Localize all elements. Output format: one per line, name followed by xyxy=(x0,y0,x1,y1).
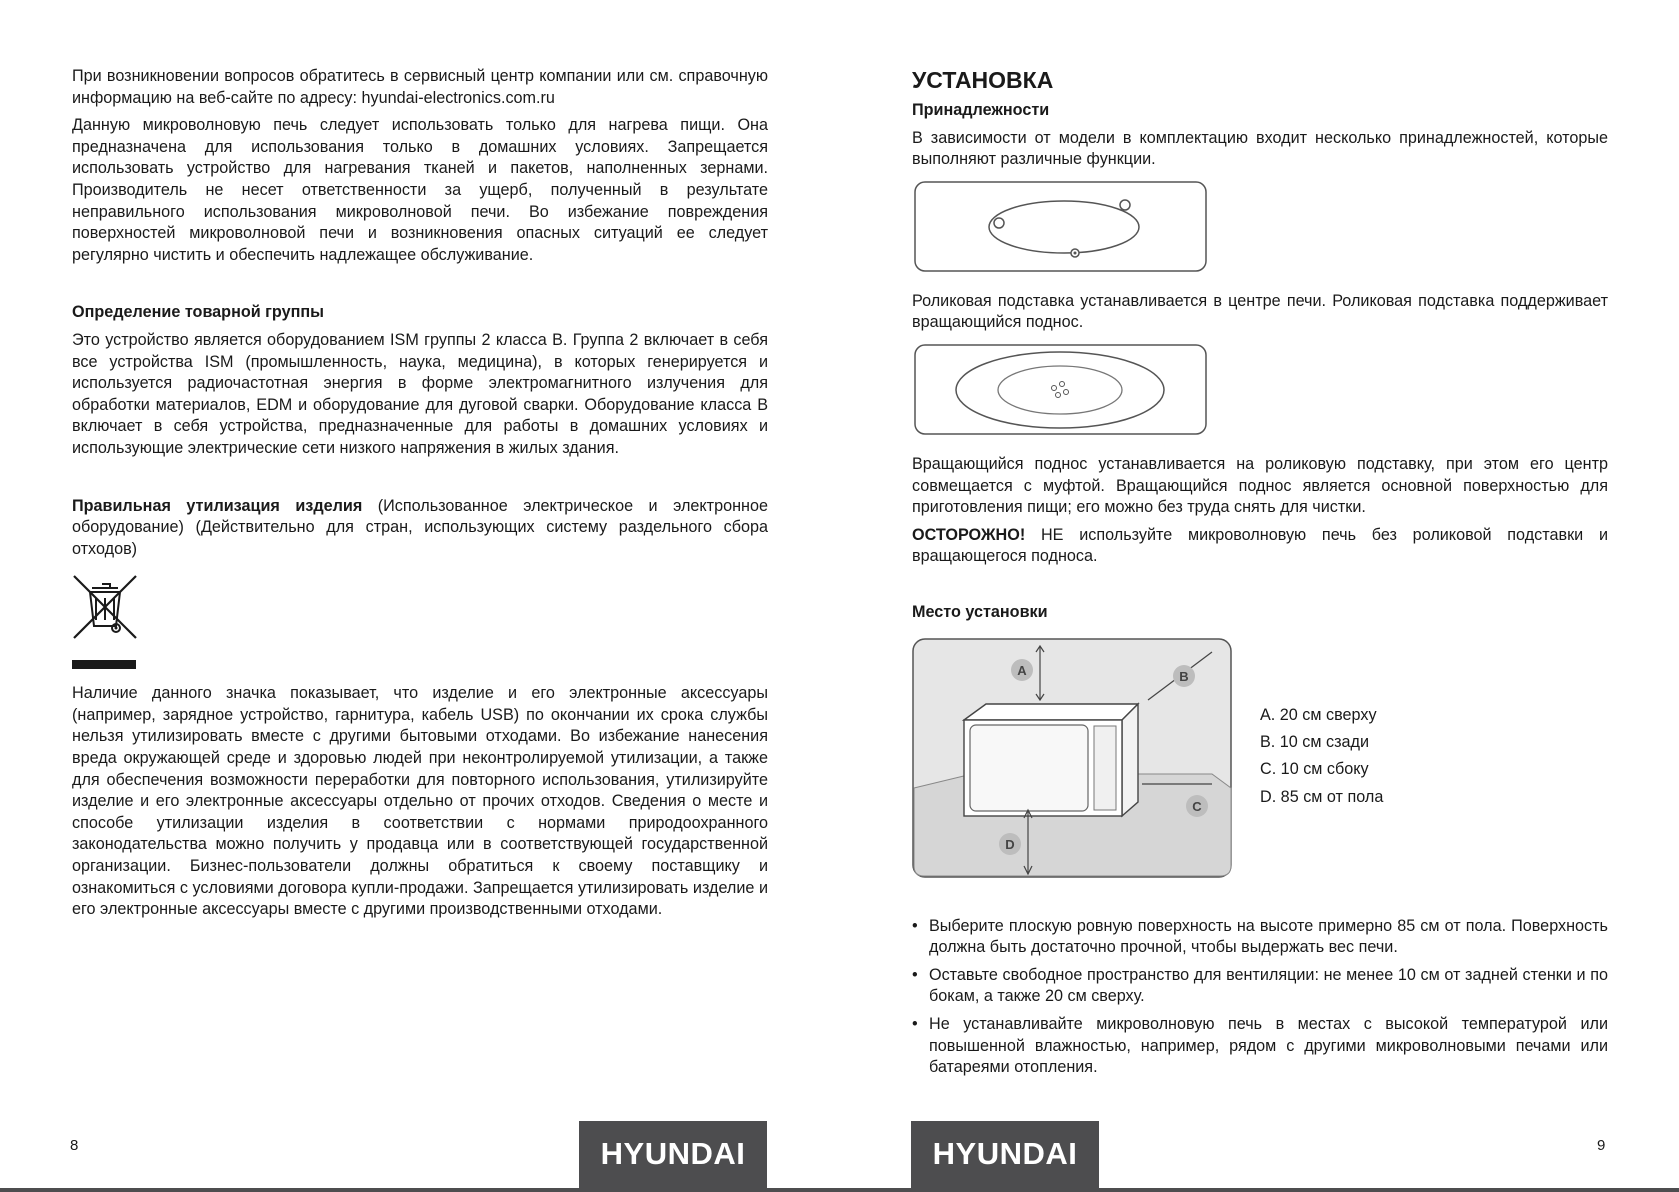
page-number-right: 9 xyxy=(1597,1137,1606,1154)
disposal-body: Наличие данного значка показывает, что изделие и его электронные аксессуары (например, зарядное устройство, гарнитура, кабель USB) по окончании их срока службы нельзя утилизировать вместе с другими бытовыми отходами. Во избежание нанесения вреда окружающей среде и здоровью людей при неконтролируемой утилизации, а также для обеспечения возможности переработки для повторного использования, утилизируйте изделие и его электронные аксессуары отдельно от прочих отходов. Сведения о месте и способе утилизации изделия в соответствии с нормами природоохранного законодательства можно получить у продавца или в соответствующей государственной организации. Бизнес-пользователи должны обратиться к своему поставщику и ознакомиться с условиями договора купли-продажи. Запрещается утилизировать изделие и его электронные аксессуары вместе с другими производственными отходами. xyxy=(72,684,768,919)
accessories-heading: Принадлежности xyxy=(912,101,1050,119)
crossed-out-wheelie-bin-icon xyxy=(72,574,138,654)
page-number-left: 8 xyxy=(70,1137,79,1154)
diagram-label-d: D xyxy=(1005,836,1015,852)
bottom-rule xyxy=(0,1188,1679,1192)
intro-paragraph-2: Данную микроволновую печь следует использовать только для нагрева пищи. Она предназначена для использования только в домашних условиях. Запрещается использовать устройство для нагревания тканей и пакетов, наполненных зернами. Производитель не несет ответственности за ущерб, полученный в результате неправильного использования микроволновой печи. Во избежание повреждения поверхностей микроволновой печи и возникновения опасных ситуаций ее следует регулярно чистить и обеспечить надлежащее обслуживание. xyxy=(72,116,768,264)
location-heading: Место установки xyxy=(912,602,1048,621)
diagram-label-b: B xyxy=(1179,668,1189,684)
right-column xyxy=(912,66,1608,1085)
disposal-heading: Правильная утилизация изделия xyxy=(72,496,363,515)
installation-section xyxy=(912,638,1608,880)
caution-text: НЕ используйте микроволновую печь без роликовой подставки и вращающегося подноса. xyxy=(912,525,1608,566)
weee-black-bar xyxy=(72,660,136,669)
roller-ring-text: Роликовая подставка устанавливается в центре печи. Роликовая подставка поддерживает вращающийся поднос. xyxy=(912,291,1608,332)
clearance-list xyxy=(1260,702,1383,812)
clearance-item: A. 20 см сверху xyxy=(1260,705,1377,724)
diagram-label-c: C xyxy=(1192,798,1202,814)
installation-bullets xyxy=(912,916,1608,1079)
product-group-text: Это устройство является оборудованием ISM группы 2 класса B. Группа 2 включает в себя все устройства ISM (промышленность, наука, медицина), в которых генерируется и используется радиочастотная энергия в форме электромагнитного излучения для обработки материалов, EDM и оборудование для дуговой сварки. Оборудование класса B включает в себя устройства, предназначенные для работы в домашних условиях и использующие электрические сети низкого напряжения в жилых здания. xyxy=(72,330,768,457)
clearance-item: C. 10 см сбоку xyxy=(1260,760,1369,779)
intro-paragraph-1: При возникновении вопросов обратитесь в сервисный центр компании или см. справочную информацию на веб-сайте по адресу: hyundai-electronics.com.ru xyxy=(72,67,768,107)
turntable-image xyxy=(914,344,1208,436)
hyundai-logo: HYUNDAI xyxy=(911,1121,1099,1192)
section-title: УСТАНОВКА xyxy=(912,67,1054,93)
disposal-paragraph xyxy=(72,496,768,561)
product-group-heading: Определение товарной группы xyxy=(72,303,324,322)
hyundai-logo: HYUNDAI xyxy=(579,1121,767,1192)
bullet-item: • Оставьте свободное пространство для вентиляции: не менее 10 см от задней стенки и по бокам, а также 20 см сверху. xyxy=(912,965,1608,1008)
left-column xyxy=(72,66,768,921)
turntable-text: Вращающийся поднос устанавливается на роликовую подставку, при этом его центр совмещается с муфтой. Вращающийся поднос является основной поверхностью для приготовления пищи; его можно без труда снять для чистки. xyxy=(912,454,1608,517)
clearance-item: D. 85 см от пола xyxy=(1260,787,1384,806)
accessories-text: В зависимости от модели в комплектацию входит несколько принадлежностей, которые выполняют различные функции. xyxy=(912,128,1608,169)
installation-diagram xyxy=(912,638,1234,880)
clearance-item: B. 10 см сзади xyxy=(1260,732,1370,751)
roller-ring-image xyxy=(914,181,1208,273)
diagram-label-a: A xyxy=(1017,662,1027,678)
caution-paragraph xyxy=(912,525,1608,568)
disposal-subtext: (Использованное электрическое и электронное оборудование) (Действительно для стран, использующих систему раздельного сбора отходов) xyxy=(72,496,768,558)
bullet-item: • Не устанавливайте микроволновую печь в местах с высокой температурой или повышенной влажностью, например, рядом с другими микроволновыми печами или батареями отопления. xyxy=(912,1014,1608,1079)
bullet-item: • Выберите плоскую ровную поверхность на высоте примерно 85 см от пола. Поверхность должна быть достаточно прочной, чтобы выдержать вес печи. xyxy=(912,916,1608,959)
caution-label: ОСТОРОЖНО! xyxy=(912,525,1026,544)
